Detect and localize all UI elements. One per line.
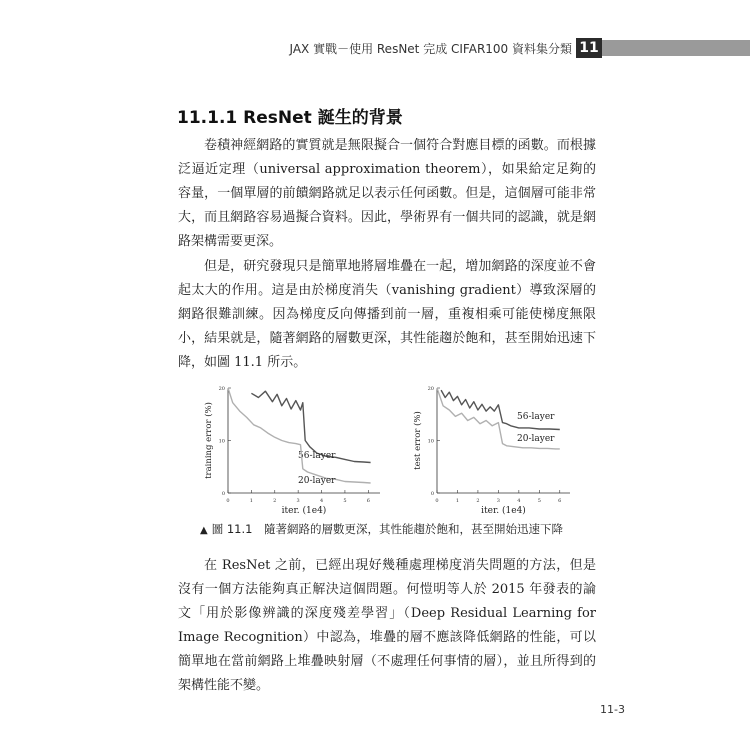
- y-tick-label: 20: [218, 386, 225, 392]
- x-tick-label: 1: [249, 498, 253, 504]
- page-number: 11-3: [600, 703, 625, 716]
- x-tick-label: 2: [273, 498, 277, 504]
- paragraph-1: 卷積神經網路的實質就是無限擬合一個符合對應目標的函數。而根據泛逼近定理（universal approximation theorem），如果給定足夠的容量，一個單層的前饋網路就足以表示任何函數。但是，這個層可能非常大，而且網路容易過擬合資料。因此，學術界有一個共同的認識，就是網路架構需要更深。: [178, 138, 596, 249]
- x-tick-label: 3: [296, 498, 300, 504]
- header-gray-bar: [602, 40, 750, 56]
- x-tick-label: 4: [319, 498, 324, 504]
- caption-text: 圖 11.1 隨著網路的層數更深，其性能趨於飽和，甚至開始迅速下降: [211, 522, 563, 536]
- x-tick-label: 4: [517, 498, 521, 504]
- y-tick-label: 0: [221, 491, 225, 497]
- series-label-20-layer: 20-layer: [298, 476, 336, 486]
- paragraph-2: 但是，研究發現只是簡單地將層堆疊在一起，增加網路的深度並不會起太大的作用。這是由於梯度消失（vanishing gradient）導致深層的網路很難訓練。因為梯度反向傳播到前一層，重複相乘可能使梯度無限小，結果就是，隨著網路的層數更深，其性能趨於飽和，甚至開始迅速下降，如圖 11.1 所示。: [178, 259, 596, 370]
- series-line-56-layer: [441, 390, 560, 429]
- x-tick-label: 6: [558, 498, 562, 504]
- x-axis-title: iter. (1e4): [281, 506, 327, 516]
- series-line-20-layer: [228, 388, 371, 483]
- figure-11-1: [180, 380, 600, 518]
- y-axis-title: test error (%): [413, 411, 423, 470]
- caption-triangle-marker: ▲: [200, 525, 208, 536]
- x-tick-label: 5: [537, 498, 541, 504]
- x-tick-label: 5: [343, 498, 347, 504]
- y-axis-title: training error (%): [204, 402, 214, 479]
- y-tick-label: 10: [218, 438, 225, 445]
- x-tick-label: 2: [476, 498, 480, 504]
- section-heading: 11.1.1 ResNet 誕生的背景: [177, 108, 403, 128]
- x-tick-label: 0: [435, 498, 439, 504]
- x-tick-label: 6: [366, 498, 370, 504]
- series-label-56-layer: 56-layer: [298, 451, 336, 461]
- series-label-20-layer: 20-layer: [517, 434, 555, 444]
- figure-caption: [200, 521, 563, 537]
- figure-charts: [180, 380, 600, 518]
- y-tick-label: 10: [427, 438, 434, 445]
- x-axis-title: iter. (1e4): [481, 506, 526, 516]
- paragraph-3: 在 ResNet 之前，已經出現好幾種處理梯度消失問題的方法，但是沒有一個方法能夠真正解決這個問題。何愷明等人於 2015 年發表的論文「用於影像辨識的深度殘差學習」（Deep Residual Learning for Image Recognition）中認為，堆疊的層不應該降低網路的性能，可以簡單地在當前網路上堆疊映射層（不處理任何事情的層），並且所得到的架構性能不變。: [178, 558, 596, 693]
- chapter-number-badge: 11: [576, 38, 602, 58]
- running-header-title: JAX 實戰－使用 ResNet 完成 CIFAR100 資料集分類: [289, 42, 572, 56]
- x-tick-label: 3: [496, 498, 500, 504]
- x-tick-label: 0: [226, 498, 230, 504]
- series-label-56-layer: 56-layer: [517, 412, 555, 422]
- y-tick-label: 0: [430, 491, 434, 497]
- y-tick-label: 20: [427, 386, 434, 392]
- x-tick-label: 1: [455, 498, 460, 504]
